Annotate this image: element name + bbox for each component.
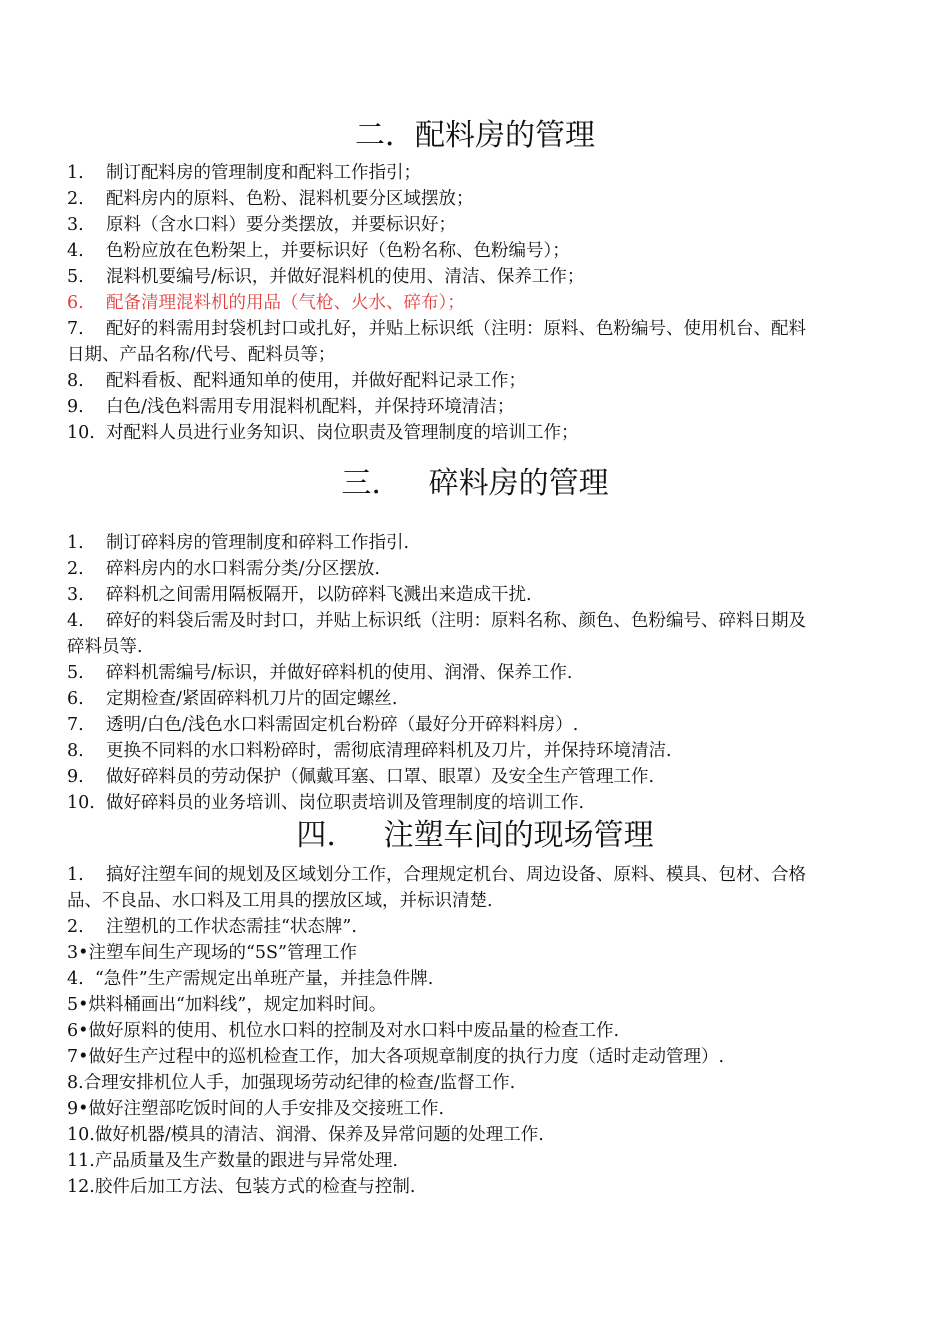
list-item: 7•做好生产过程中的巡机检查工作，加大各项规章制度的执行力度（适时走动管理）. — [67, 1047, 725, 1067]
list-item: 7. 配好的料需用封袋机封口或扎好，并贴上标识纸（注明：原料、色粉编号、使用机台、配料 — [67, 319, 806, 339]
list-item: 10. 做好碎料员的业务培训、岗位职责培训及管理制度的培训工作. — [67, 793, 585, 813]
section-2-title: 二．配料房的管理 — [355, 118, 595, 153]
section-3-title: 三. 碎料房的管理 — [341, 466, 609, 501]
list-item: 9•做好注塑部吃饭时间的人手安排及交接班工作. — [67, 1099, 445, 1119]
list-item-continuation: 品、不良品、水口料及工用具的摆放区域，并标识清楚. — [67, 891, 493, 911]
list-item: 12.胶件后加工方法、包装方式的检查与控制. — [67, 1177, 416, 1197]
list-item: 5. 混料机要编号/标识，并做好混料机的使用、清洁、保养工作； — [67, 267, 585, 287]
list-item: 1. 搞好注塑车间的规划及区域划分工作，合理规定机台、周边设备、原料、模具、包材、合格 — [67, 865, 806, 885]
list-item: 7. 透明/白色/浅色水口料需固定机台粉碎（最好分开碎料料房）. — [67, 715, 579, 735]
list-item: 2. 配料房内的原料、色粉、混料机要分区域摆放； — [67, 189, 474, 209]
list-item: 8. 更换不同料的水口料粉碎时，需彻底清理碎料机及刀片，并保持环境清洁. — [67, 741, 672, 761]
list-item: 9. 白色/浅色料需用专用混料机配料，并保持环境清洁； — [67, 397, 515, 417]
list-item-highlighted: 6. 配备清理混料机的用品（气枪、火水、碎布）； — [67, 293, 465, 313]
list-item-continuation: 日期、产品名称/代号、配料员等； — [67, 345, 336, 365]
list-item: 5. 碎料机需编号/标识，并做好碎料机的使用、润滑、保养工作. — [67, 663, 573, 683]
list-item-continuation: 碎料员等. — [67, 637, 143, 657]
list-item: 2. 碎料房内的水口料需分类/分区摆放. — [67, 559, 380, 579]
list-item: 10.做好机器/模具的清洁、润滑、保养及异常问题的处理工作. — [67, 1125, 544, 1145]
list-item: 5•烘料桶画出“加料线”，规定加料时间。 — [67, 995, 387, 1015]
list-item: 4. 色粉应放在色粉架上，并要标识好（色粉名称、色粉编号）； — [67, 241, 570, 261]
section-4-title: 四. 注塑车间的现场管理 — [296, 818, 654, 853]
list-item: 6. 定期检查/紧固碎料机刀片的固定螺丝. — [67, 689, 398, 709]
list-item: 1. 制订碎料房的管理制度和碎料工作指引. — [67, 533, 410, 553]
list-item: 3. 原料（含水口料）要分类摆放，并要标识好； — [67, 215, 456, 235]
list-item: 8.合理安排机位人手，加强现场劳动纪律的检查/监督工作. — [67, 1073, 516, 1093]
list-item: 3•注塑车间生产现场的“5S”管理工作 — [67, 943, 357, 963]
list-item: 6•做好原料的使用、机位水口料的控制及对水口料中废品量的检查工作. — [67, 1021, 620, 1041]
list-item: 4. 碎好的料袋后需及时封口，并贴上标识纸（注明：原料名称、颜色、色粉编号、碎料日期及 — [67, 611, 806, 631]
list-item: 8. 配料看板、配料通知单的使用，并做好配料记录工作； — [67, 371, 526, 391]
list-item: 10. 对配料人员进行业务知识、岗位职责及管理制度的培训工作； — [67, 423, 579, 443]
list-item: 11.产品质量及生产数量的跟进与异常处理. — [67, 1151, 398, 1171]
list-item: 4. “急件”生产需规定出单班产量，并挂急件牌. — [67, 969, 434, 989]
list-item: 9. 做好碎料员的劳动保护（佩戴耳塞、口罩、眼罩）及安全生产管理工作. — [67, 767, 655, 787]
list-item: 2. 注塑机的工作状态需挂“状态牌”. — [67, 917, 357, 937]
list-item: 3. 碎料机之间需用隔板隔开，以防碎料飞溅出来造成干扰. — [67, 585, 532, 605]
list-item: 1. 制订配料房的管理制度和配料工作指引； — [67, 163, 421, 183]
